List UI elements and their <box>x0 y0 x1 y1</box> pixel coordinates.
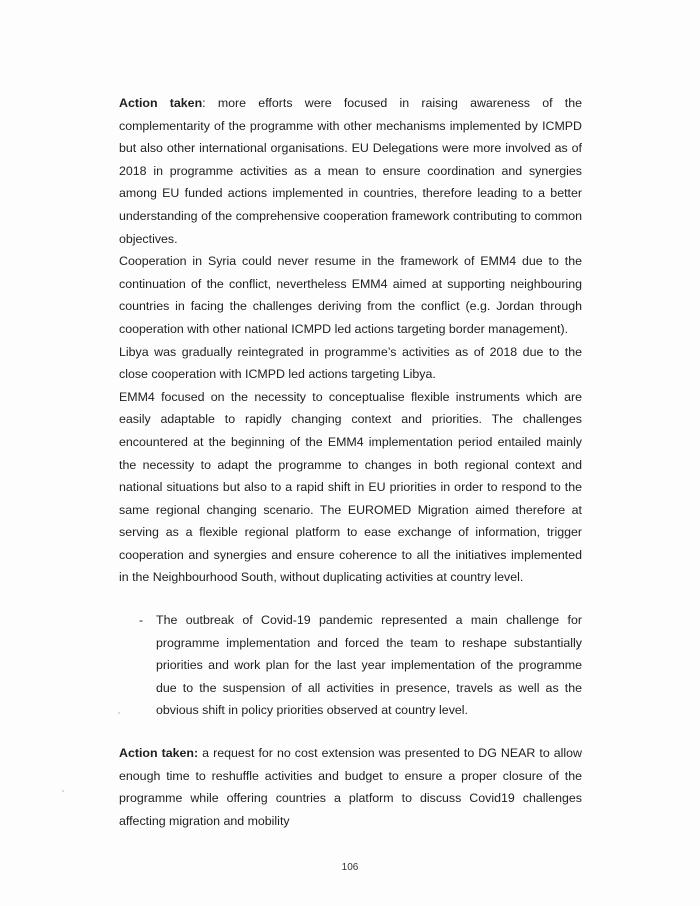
paragraph-libya: Libya was gradually reintegrated in programme’s activities as of 2018 due to the close cooperation with ICMPD led actions targeting Libya. <box>119 344 582 382</box>
bullet-marker: - <box>139 613 144 628</box>
bullet-item-covid <box>119 609 582 722</box>
page-body <box>119 92 582 832</box>
paragraph-closing <box>119 742 582 832</box>
margin-mark <box>62 790 64 792</box>
action-taken-label: Action taken <box>119 96 203 110</box>
action-taken-colon: : <box>202 96 206 110</box>
paragraph-action-taken <box>119 92 582 250</box>
paragraph-emm4: EMM4 focused on the necessity to conceptualise flexible instruments which are easily adaptable to rapidly changing context and priorities. The challenges encountered at the beginning of the EMM4 implementation period entailed mainly the necessity to adapt the programme to changes in both regional context and national situations but also to a rapid shift in EU priorities in order to respond to the same regional changing scenario. The EUROMED Migration aimed therefore at serving as a flexible regional platform to ease exchange of information, trigger cooperation and synergies and ensure coherence to all the initiatives implemented in the Neighbourhood South, without duplicating activities at country level. <box>119 389 582 585</box>
closing-label: Action taken: <box>119 746 199 761</box>
paragraph-syria: Cooperation in Syria could never resume in the framework of EMM4 due to the continuation of the conflict, nevertheless EMM4 aimed at supporting neighbouring countries in facing the challenges deriving from the conflict (e.g. Jordan through cooperation with other national ICMPD led actions targeting border management). <box>119 254 582 336</box>
closing-text: a request for no cost extension was presented to DG NEAR to allow enough time to reshuffle activities and budget to ensure a proper closure of the programme while offering countries a platform to discuss Covid19 challenges affecting migration and mobility <box>119 746 582 828</box>
paragraph-gap <box>119 722 582 742</box>
page-number: 106 <box>341 862 359 873</box>
action-taken-text: more efforts were focused in raising awareness of the complementarity of the programme with other mechanisms implemented by ICMPD but also other international organisations. EU Delegations were more involved as of 2018 in programme activities as a mean to ensure coordination and synergies among EU funded actions implemented in countries, therefore leading to a better understanding of the comprehensive cooperation framework contributing to common objectives. <box>119 96 583 246</box>
bullet-text: The outbreak of Covid-19 pandemic represented a main challenge for programme implementation and forced the team to reshape substantially priorities and work plan for the last year implementation of the programme due to the suspension of all activities in presence, travels as well as the obvious shift in policy priorities observed at country level. <box>156 613 582 718</box>
